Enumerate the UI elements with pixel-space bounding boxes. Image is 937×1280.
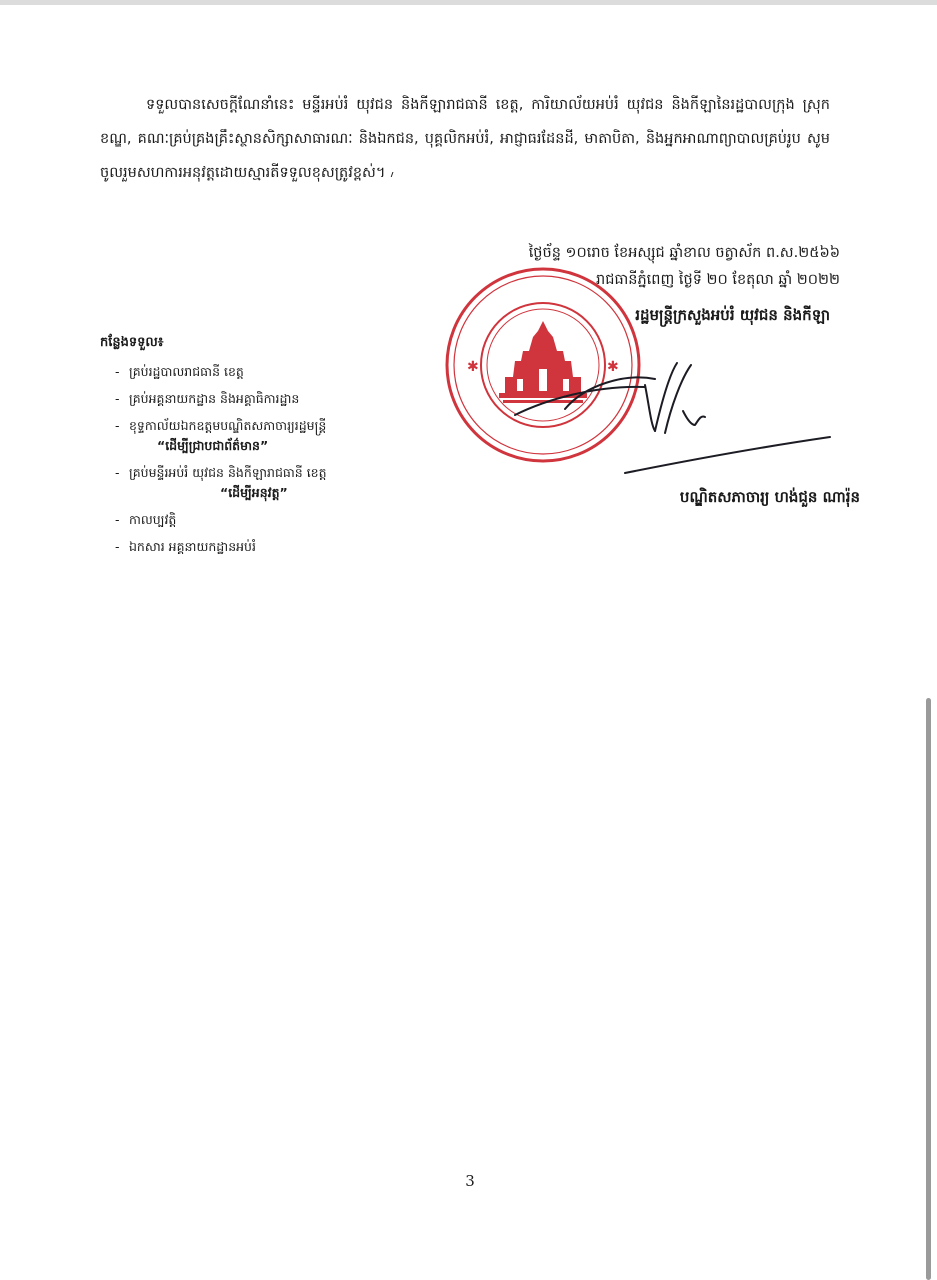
closing-paragraph — [100, 88, 830, 190]
recipients-list — [100, 334, 400, 557]
recipient-label: ខុទ្ទកាល័យឯកឧត្តមបណ្ឌិតសភាចារ្យរដ្ឋមន្ត្រី — [129, 418, 327, 433]
handwritten-signature — [505, 345, 835, 485]
svg-text:✱: ✱ — [467, 359, 479, 375]
lunar-date: ថ្ងៃច័ន្ទ ១០រោច ខែអស្សុជ ឆ្នាំខាល ចត្វាស័ក ព.ស.២៥៦៦ — [528, 245, 840, 261]
list-item: - កាលប្បវត្តិ — [100, 509, 400, 530]
list-item: - គ្រប់រដ្ឋបាលរាជធានី ខេត្ត — [100, 361, 400, 382]
solar-date: រាជធានីភ្នំពេញ ថ្ងៃទី ២០ ខែតុលា ឆ្នាំ ២០២២ — [596, 272, 840, 288]
recipient-note: “ដើម្បីអនុវត្ត” — [220, 485, 288, 500]
list-item: - គ្រប់មន្ទីរអប់រំ យុវជន និងកីឡារាជធានី ខេត្ត — [100, 462, 400, 483]
list-item: - ខុទ្ទកាល័យឯកឧត្តមបណ្ឌិតសភាចារ្យរដ្ឋមន្ត្រី — [100, 415, 400, 436]
minister-title: រដ្ឋមន្ត្រីក្រសួងអប់រំ យុវជន និងកីឡា — [635, 306, 830, 324]
recipient-note: “ដើម្បីជ្រាបជាព័ត៌មាន” — [157, 438, 269, 453]
page-number: 3 — [465, 1172, 475, 1190]
recipient-label: គ្រប់រដ្ឋបាលរាជធានី ខេត្ត — [129, 364, 244, 379]
recipient-label: គ្រប់អគ្គនាយកដ្ឋាន និងអគ្គាធិការដ្ឋាន — [129, 391, 300, 406]
recipient-label: គ្រប់មន្ទីរអប់រំ យុវជន និងកីឡារាជធានី ខេត្ត — [129, 465, 327, 480]
document-page — [0, 5, 937, 1280]
recipient-label: កាលប្បវត្តិ — [129, 512, 177, 527]
signer-name: បណ្ឌិតសភាចារ្យ ហង់ជួន ណារ៉ុន — [679, 488, 860, 506]
svg-text:✱: ✱ — [607, 359, 619, 375]
recipient-label: ឯកសារ អគ្គនាយកដ្ឋានអប់រំ — [129, 539, 256, 554]
list-item: - គ្រប់អគ្គនាយកដ្ឋាន និងអគ្គាធិការដ្ឋាន — [100, 388, 400, 409]
vertical-scrollbar[interactable] — [926, 698, 931, 1280]
closing-paragraph-text: ទទួលបានសេចក្តីណែនាំនេះ មន្ទីរអប់រំ យុវជន និងកីឡារាជធានី ខេត្ត, ការិយាល័យអប់រំ យុវជន និងកីឡានៃរដ្ឋបាលក្រុង ស្រុក ខណ្ឌ, គណៈគ្រប់គ្រងគ្រឹះស្ថានសិក្សាសាធារណៈ និងឯកជន, បុគ្គលិកអប់រំ, អាជ្ញាធរដែនដី, មាតាបិតា, និងអ្នកអាណាព្យាបាលគ្រប់រូប សូមចូលរួមសហការអនុវត្តដោយស្មារតីទទួលខុសត្រូវខ្ពស់។ ៸ — [100, 97, 830, 181]
list-item: - ឯកសារ អគ្គនាយកដ្ឋានអប់រំ — [100, 536, 400, 557]
recipients-heading: កន្លែងទទួល៖ — [100, 335, 164, 350]
